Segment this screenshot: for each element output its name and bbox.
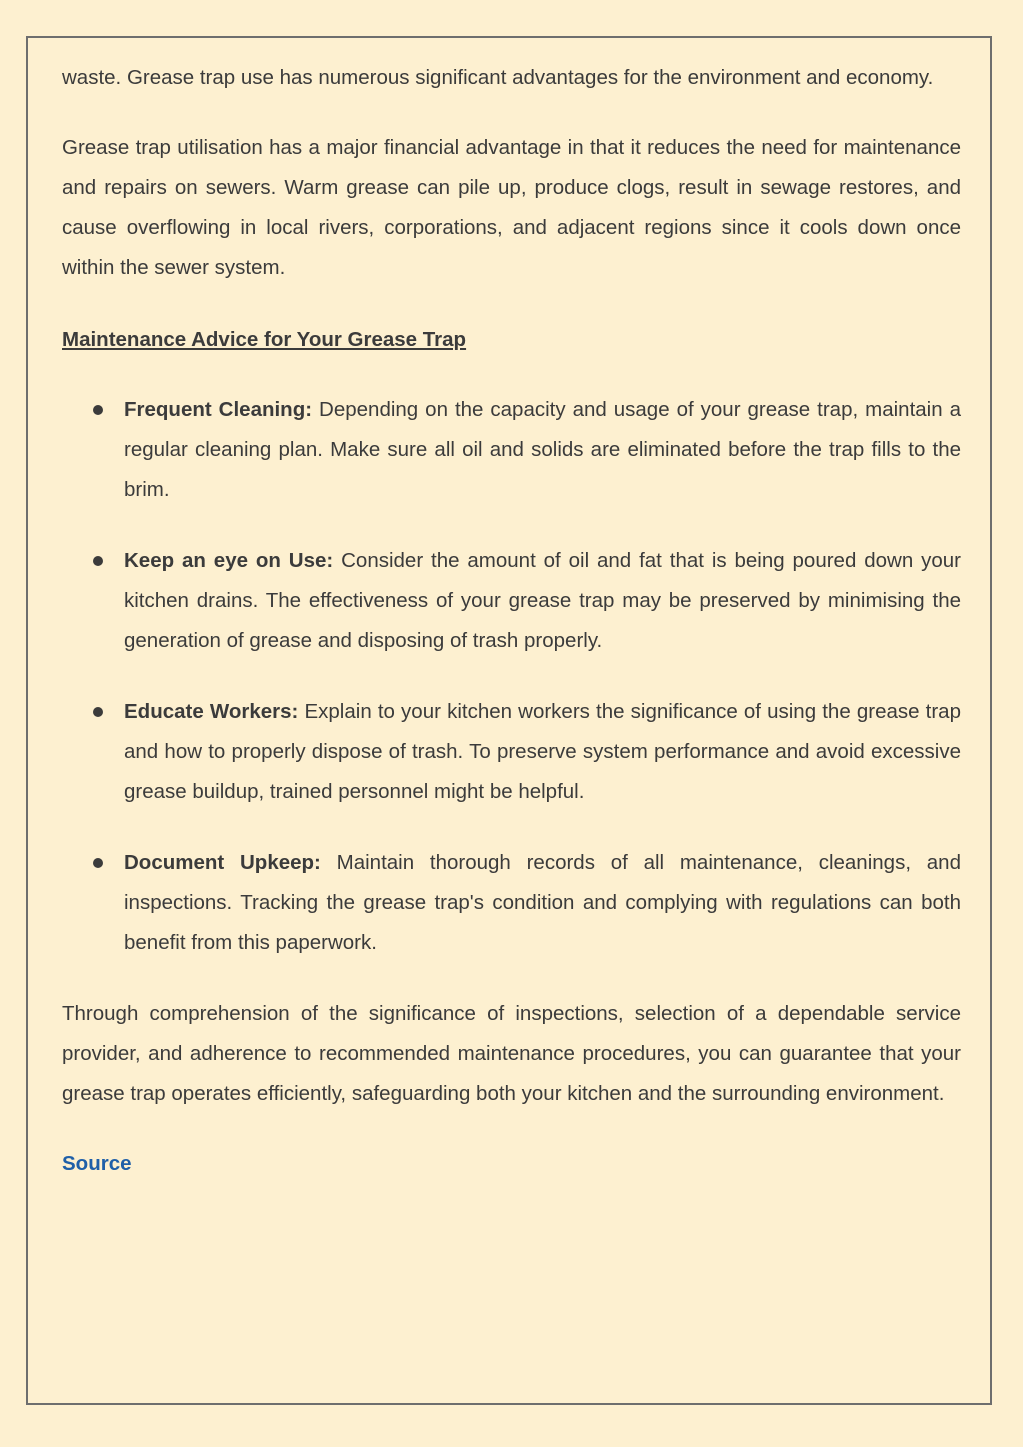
advice-term: Keep an eye on Use: <box>124 549 334 572</box>
source-line <box>62 1144 961 1184</box>
list-item <box>62 692 961 812</box>
advice-term: Document Upkeep: <box>124 851 321 874</box>
list-item <box>62 843 961 963</box>
document-body <box>62 58 961 1184</box>
list-item <box>62 390 961 510</box>
advice-term: Frequent Cleaning: <box>124 398 313 421</box>
section-heading: Maintenance Advice for Your Grease Trap <box>62 328 467 351</box>
closing-paragraph: Through comprehension of the significance of inspections, selection of a dependable service provider, and adherence to recommended maintenance procedures, you can guarantee that your grease trap operates efficiently, safeguarding both your kitchen and the surrounding environment. <box>62 1002 961 1105</box>
bullet-icon <box>93 858 103 868</box>
list-item <box>62 541 961 661</box>
bullet-icon <box>93 707 103 717</box>
advice-text: Consider the amount of oil and fat that is being poured down your kitchen drains. The effectiveness of your grease trap may be preserved by minimising the generation of grease and disposing of trash properly. <box>124 549 961 652</box>
financial-paragraph: Grease trap utilisation has a major financial advantage in that it reduces the need for maintenance and repairs on sewers. Warm grease can pile up, produce clogs, result in sewage restores, and cause overflowing in local rivers, corporations, and adjacent regions since it cools down once within the sewer system. <box>62 136 961 279</box>
bullet-icon <box>93 556 103 566</box>
advice-term: Educate Workers: <box>124 700 299 723</box>
advice-text: Depending on the capacity and usage of your grease trap, maintain a regular cleaning plan. Make sure all oil and solids are eliminated before the trap fills to the brim. <box>124 398 961 501</box>
bullet-icon <box>93 405 103 415</box>
advice-list <box>62 390 961 963</box>
advice-text: Explain to your kitchen workers the significance of using the grease trap and how to properly dispose of trash. To preserve system performance and avoid excessive grease buildup, trained personnel might be helpful. <box>124 700 961 803</box>
intro-paragraph: waste. Grease trap use has numerous significant advantages for the environment and economy. <box>62 66 934 89</box>
source-link[interactable]: Source <box>62 1152 132 1175</box>
advice-text: Maintain thorough records of all maintenance, cleanings, and inspections. Tracking the grease trap's condition and complying with regulations can both benefit from this paperwork. <box>124 851 961 954</box>
